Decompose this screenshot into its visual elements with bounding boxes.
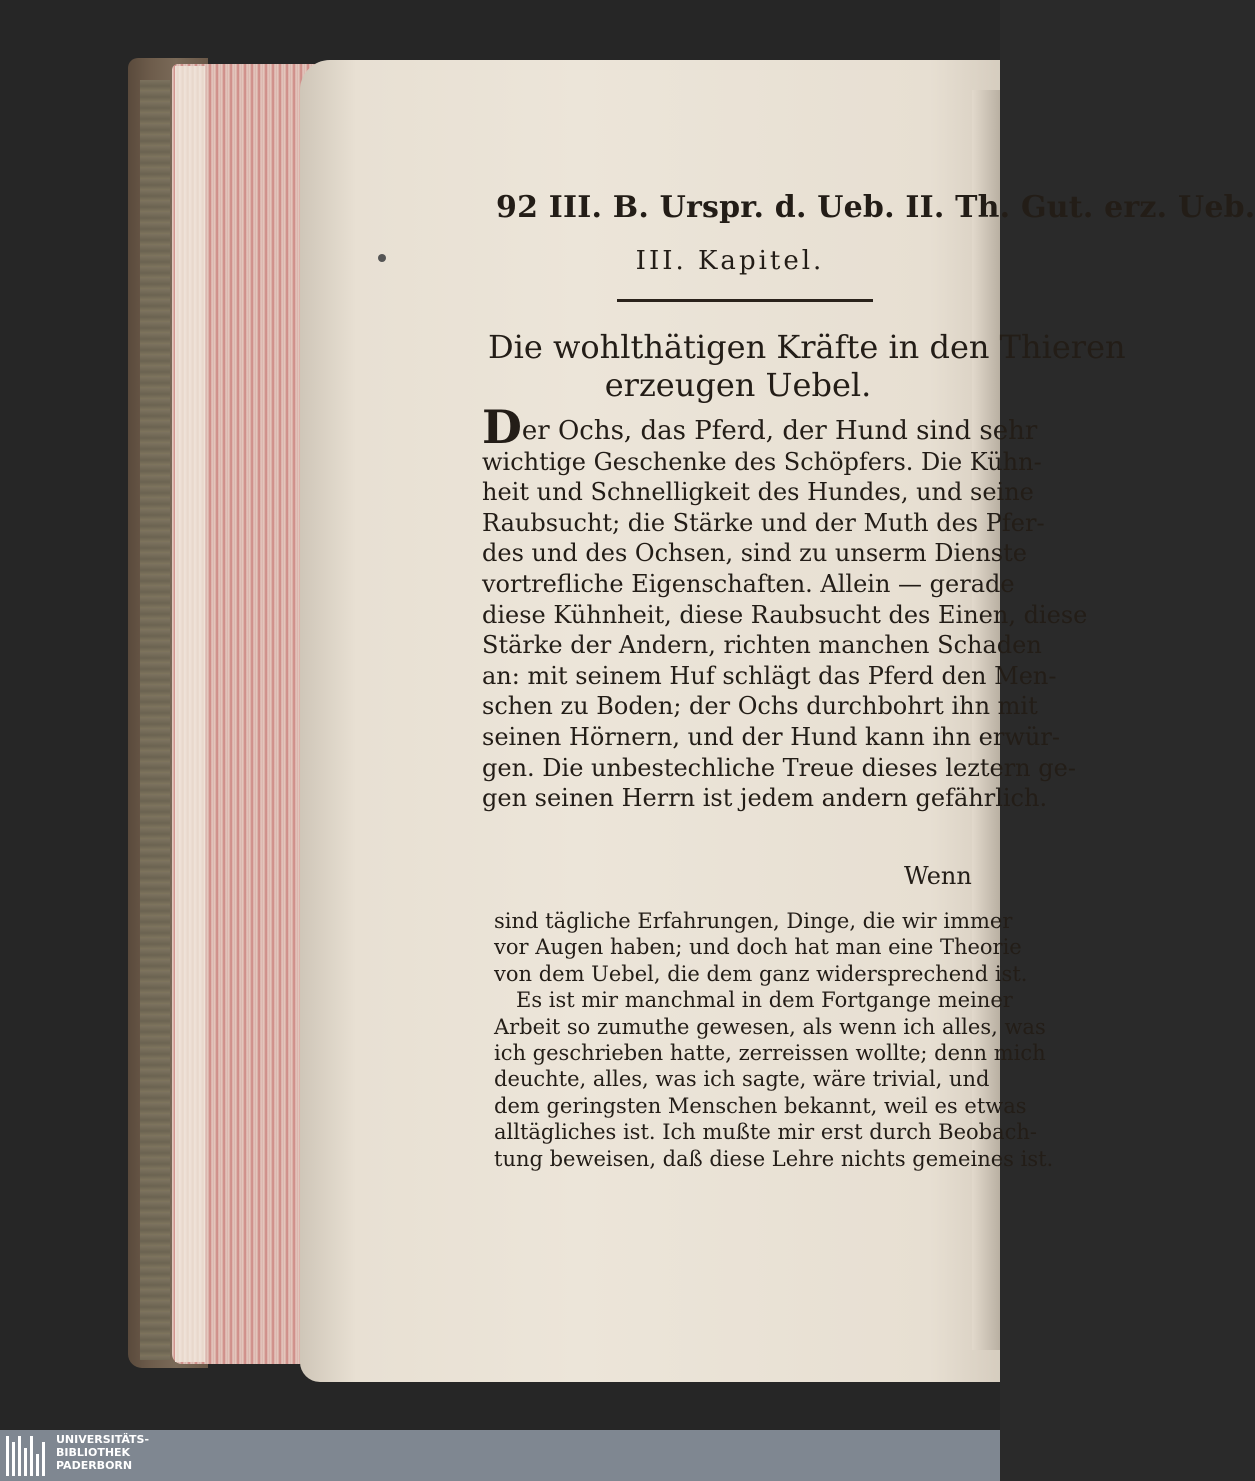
note-line: alltägliches ist. Ich mußte mir erst durch Beobach-: [494, 1120, 1038, 1145]
body-line: heit und Schnelligkeit des Hundes, und seine: [482, 478, 1034, 507]
note-line: Es ist mir manchmal in dem Fortgange meiner: [516, 988, 1013, 1013]
body-line: vortrefliche Eigenschaften. Allein — gerade: [482, 569, 1015, 598]
note-line: von dem Uebel, die dem ganz widersprechend ist.: [494, 961, 1028, 986]
main-paragraph: [482, 400, 1088, 814]
body-line: des und des Ochsen, sind zu unserm Dienste: [482, 539, 1027, 568]
body-line: Der Ochs, das Pferd, der Hund sind sehr: [482, 400, 1038, 454]
note-line: Arbeit so zumuthe gewesen, als wenn ich alles, was: [494, 1014, 1046, 1039]
library-name: UNIVERSITÄTS- BIBLIOTHEK PADERBORN: [56, 1433, 150, 1472]
catchword: Wenn: [904, 862, 972, 890]
note-line: vor Augen haben; und doch hat man eine Theorie: [494, 935, 1022, 960]
note-line: deuchte, alles, was ich sagte, wäre trivial, und: [494, 1067, 990, 1092]
body-line: Stärke der Andern, richten manchen Schaden: [482, 631, 1042, 660]
library-logo-icon: [4, 1434, 48, 1478]
body-line: Raubsucht; die Stärke und der Muth des Pfer-: [482, 508, 1045, 537]
title-line-2: erzeugen Uebel.: [604, 366, 872, 404]
library-footer: [0, 1430, 1000, 1481]
title-line-1: Die wohlthätigen Kräfte in den Thieren: [488, 328, 1126, 366]
body-line: seinen Hörnern, und der Hund kann ihn erwür-: [482, 722, 1060, 751]
note-line: tung beweisen, daß diese Lehre nichts gemeines ist.: [494, 1146, 1054, 1171]
body-line: gen seinen Herrn ist jedem andern gefährlich.: [482, 784, 1048, 813]
body-line: schen zu Boden; der Ochs durchbohrt ihn mit: [482, 692, 1038, 721]
footnote-block: [494, 908, 1054, 1172]
chapter-heading: III. Kapitel.: [635, 246, 825, 276]
body-line: diese Kühnheit, diese Raubsucht des Einen, diese: [482, 600, 1088, 629]
section-title: [488, 328, 1126, 404]
body-line: wichtige Geschenke des Schöpfers. Die Kühn-: [482, 447, 1042, 476]
drop-cap: D: [482, 400, 522, 454]
note-line: dem geringsten Menschen bekannt, weil es etwas: [494, 1093, 1027, 1118]
body-line: gen. Die unbestechliche Treue dieses leztern ge-: [482, 753, 1076, 782]
body-line: an: mit seinem Huf schlägt das Pferd den Men-: [482, 661, 1057, 690]
heading-rule: [617, 299, 873, 302]
note-line: ich geschrieben hatte, zerreissen wollte; denn mich: [494, 1041, 1046, 1066]
running-header: 92 III. B. Urspr. d. Ueb. II. Th. Gut. erz. Ueb.: [496, 190, 1255, 225]
note-line: sind tägliche Erfahrungen, Dinge, die wir immer: [494, 909, 1013, 933]
